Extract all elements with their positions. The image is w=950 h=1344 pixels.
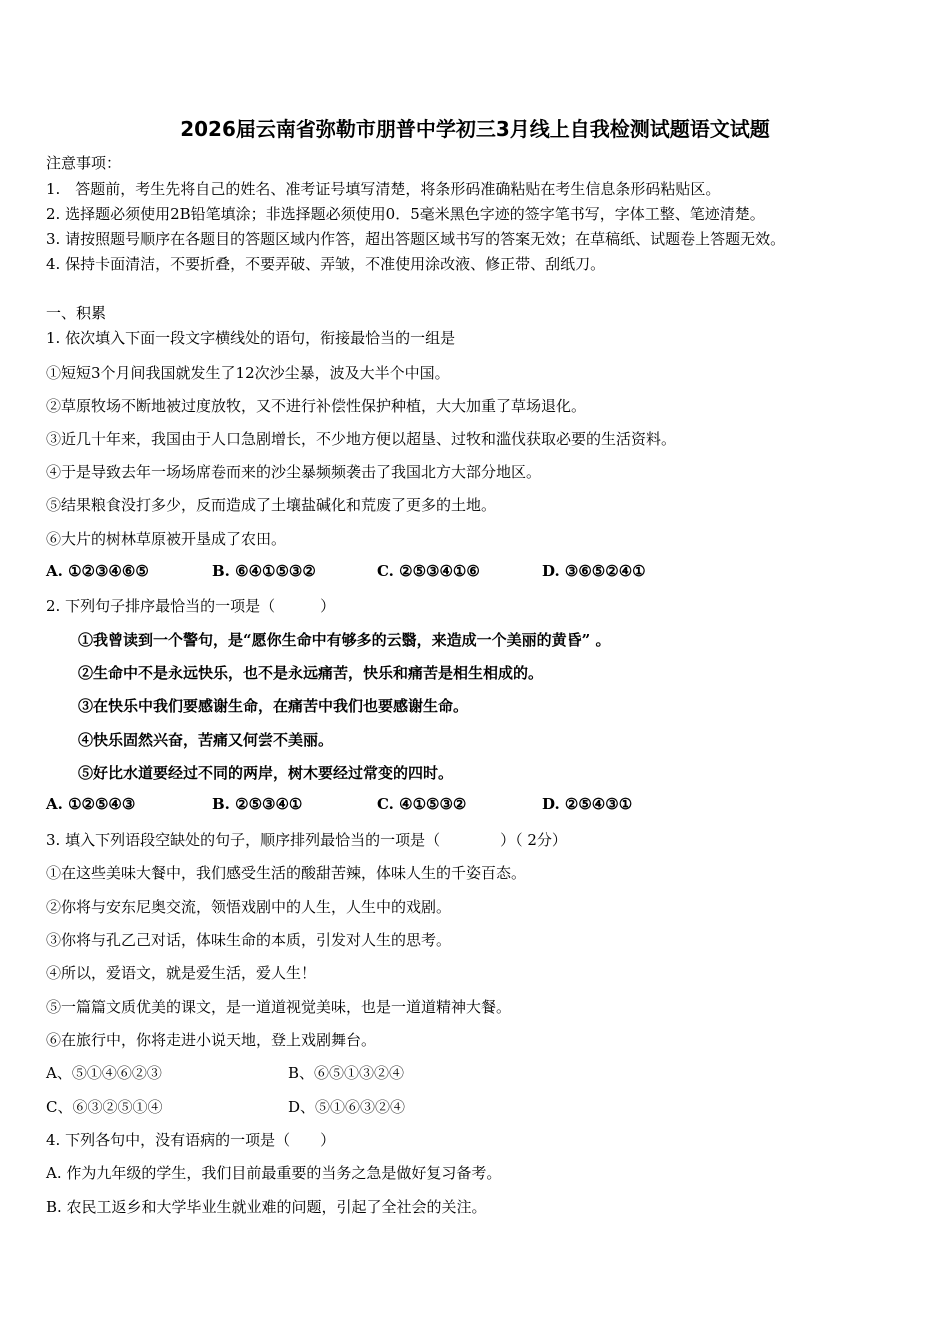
q3-option-d: D、⑤①⑥③②④ [288,1098,406,1116]
q1-option-b: B. ⑥④①⑤③② [212,562,316,580]
q2-option-a: A. ①②⑤④③ [46,795,136,813]
q2-item: ①我曾读到一个警句，是“愿你生命中有够多的云翳，来造成一个美丽的黄昏” 。 [78,631,611,649]
q3-item: ④所以，爱语文，就是爱生活，爱人生！ [46,964,317,982]
q3-item: ⑥在旅行中，你将走进小说天地，登上戏剧舞台。 [46,1031,377,1049]
q1-item: ⑤结果粮食没打多少，反而造成了土壤盐碱化和荒废了更多的土地。 [46,496,497,514]
q2-option-b: B. ②⑤③④① [212,795,303,813]
q3-option-c: C、⑥③②⑤①④ [46,1098,163,1116]
q1-item: ③近几十年来，我国由于人口急剧增长，不少地方便以超垦、过牧和滥伐获取必要的生活资料。 [46,430,677,448]
q1-stem: 1. 依次填入下面一段文字横线处的语句，衔接最恰当的一组是 [46,329,456,347]
q2-item: ③在快乐中我们要感谢生命，在痛苦中我们也要感谢生命。 [78,697,469,715]
q2-stem: 2. 下列句子排序最恰当的一项是（ ） [46,597,336,615]
q4-option-b: B. 农民工返乡和大学毕业生就业难的问题，引起了全社会的关注。 [46,1198,487,1216]
q3-item: ②你将与安东尼奥交流，领悟戏剧中的人生，人生中的戏剧。 [46,898,452,916]
notice-heading: 注意事项： [46,154,122,172]
q3-stem: 3. 填入下列语段空缺处的句子，顺序排列最恰当的一项是（ ）（ 2分） [46,831,567,849]
q1-option-a: A. ①②③④⑥⑤ [46,562,149,580]
q1-item: ④于是导致去年一场场席卷而来的沙尘暴频频袭击了我国北方大部分地区。 [46,463,542,481]
notice-item: 4. 保持卡面清洁，不要折叠，不要弄破、弄皱，不准使用涂改液、修正带、刮纸刀。 [46,255,606,273]
q2-option-d: D. ②⑤④③① [542,795,633,813]
q3-option-a: A、⑤①④⑥②③ [46,1064,162,1082]
q1-item: ①短短3个月间我国就发生了12次沙尘暴，波及大半个中国。 [46,364,450,382]
q2-item: ②生命中不是永远快乐，也不是永远痛苦，快乐和痛苦是相生相成的。 [78,664,544,682]
page-title: 2026届云南省弥勒市朋普中学初三3月线上自我检测试题语文试题 [180,117,770,141]
q4-stem: 4. 下列各句中，没有语病的一项是（ ） [46,1131,336,1149]
q1-item: ②草原牧场不断地被过度放牧，又不进行补偿性保护种植，大大加重了草场退化。 [46,397,587,415]
q2-item: ④快乐固然兴奋，苦痛又何尝不美丽。 [78,731,334,749]
q4-option-a: A. 作为九年级的学生，我们目前最重要的当务之急是做好复习备考。 [46,1164,502,1182]
q3-item: ⑤一篇篇文质优美的课文，是一道道视觉美味，也是一道道精神大餐。 [46,998,512,1016]
notice-item: 3. 请按照题号顺序在各题目的答题区域内作答，超出答题区域书写的答案无效；在草稿纸、试题卷上答题无效。 [46,230,786,248]
q1-option-c: C. ②⑤③④①⑥ [377,562,480,580]
q1-item: ⑥大片的树林草原被开垦成了农田。 [46,530,287,548]
q1-option-d: D. ③⑥⑤②④① [542,562,646,580]
q2-option-c: C. ④①⑤③② [377,795,467,813]
q3-item: ③你将与孔乙己对话，体味生命的本质，引发对人生的思考。 [46,931,452,949]
notice-item: 1. 答题前，考生先将自己的姓名、准考证号填写清楚，将条形码准确粘贴在考生信息条形码粘贴区。 [46,180,721,198]
q2-item: ⑤好比水道要经过不同的两岸，树木要经过常变的四时。 [78,764,454,782]
q3-item: ①在这些美味大餐中，我们感受生活的酸甜苦辣，体味人生的千姿百态。 [46,864,527,882]
q3-option-b: B、⑥⑤①③②④ [288,1064,405,1082]
section-heading: 一、积累 [46,304,107,322]
notice-item: 2. 选择题必须使用2B铅笔填涂；非选择题必须使用0．5毫米黑色字迹的签字笔书写，字体工整、笔迹清楚。 [46,205,765,223]
